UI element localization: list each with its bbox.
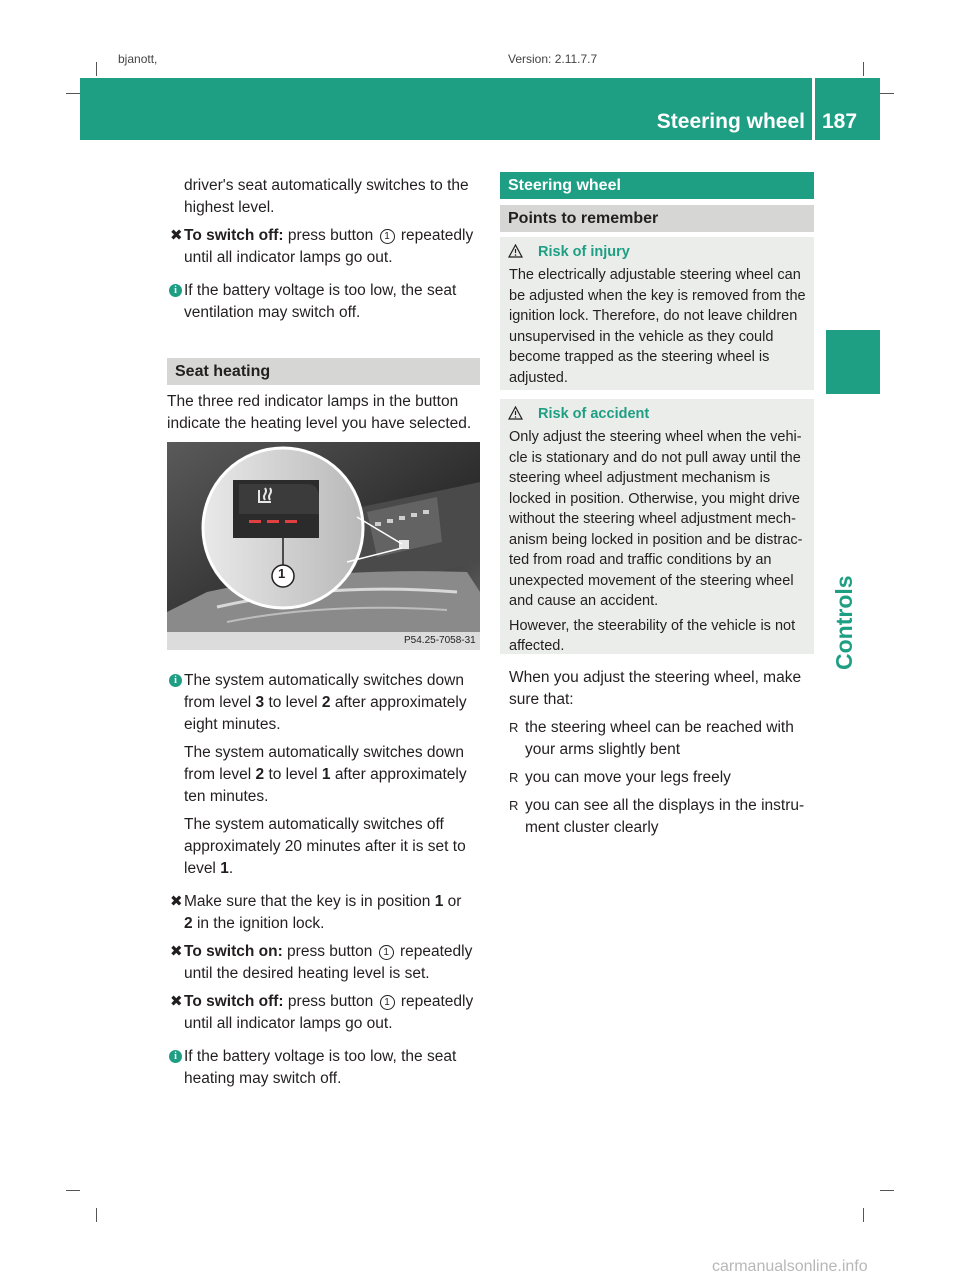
warning-line: unexpected movement of the steering wheel — [509, 572, 794, 589]
points-to-remember-heading: Points to remember — [500, 205, 814, 232]
intro-line: driver's seat automatically switches to the — [184, 177, 469, 194]
info-line: ten minutes. — [184, 788, 269, 805]
step-text: repeatedly — [400, 227, 474, 244]
meta-version: Version: 2.11.7.7 — [508, 52, 598, 66]
warning-title: Risk of accident — [538, 406, 650, 422]
info-icon: i — [169, 1050, 182, 1063]
warning-line: Only adjust the steering wheel when the vehi- — [509, 429, 802, 445]
left-column — [170, 175, 484, 324]
warning-line: ignition lock. Therefore, do not leave children — [509, 308, 798, 324]
crop-mark — [66, 1190, 80, 1191]
info-note — [174, 1046, 484, 1090]
adjust-intro: sure that: — [509, 691, 574, 708]
warning-triangle-icon — [508, 406, 523, 420]
info-line: The system automatically switches down — [184, 672, 464, 689]
meta-author: bjanott, — [118, 52, 158, 66]
crop-mark — [880, 1190, 894, 1191]
crop-mark — [66, 93, 80, 94]
warning-line: and cause an accident. — [509, 593, 659, 609]
intro-line: indicate the heating level you have selected. — [167, 415, 472, 432]
step-marker-icon: ✖ — [170, 943, 183, 960]
list-item-line: the steering wheel can be reached with — [525, 719, 794, 736]
list-item — [509, 767, 819, 789]
warning-line: The electrically adjustable steering wheel can — [509, 267, 801, 283]
warning-line: adjusted. — [509, 369, 568, 386]
warning-text — [509, 427, 813, 657]
crop-mark — [863, 62, 864, 76]
step-marker-icon: ✖ — [170, 893, 183, 910]
switch-off-step: ✖ To switch off: press button 1 repeatedly until all indicator lamps go out. — [170, 993, 474, 1032]
door-panel-illustration — [167, 442, 480, 650]
page-title: Steering wheel — [656, 110, 805, 133]
bullet-marker-icon: R — [509, 798, 519, 813]
step-text: press button — [287, 227, 374, 244]
step-label: To switch off: — [184, 227, 284, 244]
warning-line: cle is stationary and do not pull away until the — [509, 449, 801, 466]
warning-line: affected. — [509, 638, 565, 654]
info-line: level 1. — [184, 860, 234, 877]
info-line: The system automatically switches down — [184, 744, 464, 761]
watermark: carmanualsonline.info — [712, 1258, 868, 1275]
info-line: from level 3 to level 2 after approximately — [184, 694, 467, 711]
info-note — [174, 670, 484, 880]
info-line: eight minutes. — [184, 716, 281, 733]
callout-ref: 1 — [380, 995, 395, 1010]
list-item-line: your arms slightly bent — [525, 741, 681, 758]
list-item-line: you can see all the displays in the instru- — [525, 797, 805, 814]
key-step: ✖ Make sure that the key is in position 1 or 2 in the ignition lock. — [170, 893, 462, 932]
adjust-intro: When you adjust the steering wheel, make — [509, 669, 802, 686]
warning-accident — [500, 399, 814, 654]
info-line: The system automatically switches off — [184, 816, 444, 833]
warning-line: without the steering wheel adjustment mech- — [509, 511, 796, 527]
warning-line: become trapped as the steering wheel is — [509, 349, 770, 365]
warning-line: anism being locked in position and be distrac- — [509, 531, 803, 548]
step-marker-icon: ✖ — [170, 993, 183, 1010]
warning-triangle-icon — [508, 244, 523, 258]
info-line: heating may switch off. — [184, 1070, 342, 1087]
step-label: To switch on: — [184, 943, 283, 960]
warning-line: be adjusted when the key is removed from the — [509, 287, 806, 304]
info-line: from level 2 to level 1 after approximately — [184, 766, 467, 783]
warning-text — [509, 265, 813, 388]
callout-ref: 1 — [379, 945, 394, 960]
info-line: ventilation may switch off. — [184, 304, 361, 321]
bullet-marker-icon: R — [509, 720, 519, 735]
list-item — [509, 795, 819, 839]
crop-mark — [96, 62, 97, 76]
info-line: approximately 20 minutes after it is set to — [184, 838, 466, 855]
info-icon: i — [169, 674, 182, 687]
page-number: 187 — [822, 110, 858, 133]
bullet-marker-icon: R — [509, 770, 519, 785]
warning-line: unsupervised in the vehicle as they could — [509, 328, 774, 345]
list-item — [509, 717, 819, 761]
list-item-line: you can move your legs freely — [525, 769, 731, 786]
crop-mark — [96, 1208, 97, 1222]
seat-heating-heading: Seat heating — [167, 358, 480, 385]
side-label: Controls — [831, 575, 857, 670]
seat-heating-photo — [167, 442, 480, 650]
info-note — [174, 280, 484, 324]
intro-line: highest level. — [184, 199, 275, 216]
switch-on-step: ✖ To switch on: press button 1 repeatedly until the desired heating level is set. — [170, 943, 473, 982]
header-divider — [812, 78, 815, 140]
adjust-bullets — [509, 717, 819, 839]
warning-title: Risk of injury — [538, 244, 630, 260]
image-code: P54.25-7058-31 — [404, 635, 476, 646]
intro-line: The three red indicator lamps in the button — [167, 393, 459, 410]
warning-injury — [500, 237, 814, 390]
side-tab — [826, 330, 880, 394]
info-icon: i — [169, 284, 182, 297]
crop-mark — [880, 93, 894, 94]
switch-off-step — [170, 225, 484, 269]
warning-line: However, the steerability of the vehicle is not — [509, 617, 796, 634]
warning-line: ted from road and traffic conditions by an — [509, 552, 772, 568]
callout-ref: 1 — [380, 229, 395, 244]
adjust-section — [509, 667, 819, 839]
info-line: If the battery voltage is too low, the seat — [184, 282, 457, 299]
step-label: To switch off: — [184, 993, 284, 1010]
heating-intro — [167, 391, 487, 435]
image-callout: 1 — [278, 566, 286, 581]
crop-mark — [863, 1208, 864, 1222]
step-text: until all indicator lamps go out. — [184, 249, 393, 266]
warning-line: locked in position. Otherwise, you might drive — [509, 490, 800, 507]
steering-wheel-heading: Steering wheel — [500, 172, 814, 199]
list-item-line: ment cluster clearly — [525, 819, 659, 836]
info-line: If the battery voltage is too low, the seat — [184, 1048, 457, 1065]
left-column-lower — [170, 670, 484, 1090]
step-marker-icon: ✖ — [170, 227, 183, 244]
warning-line: steering wheel adjustment mechanism is — [509, 470, 771, 486]
